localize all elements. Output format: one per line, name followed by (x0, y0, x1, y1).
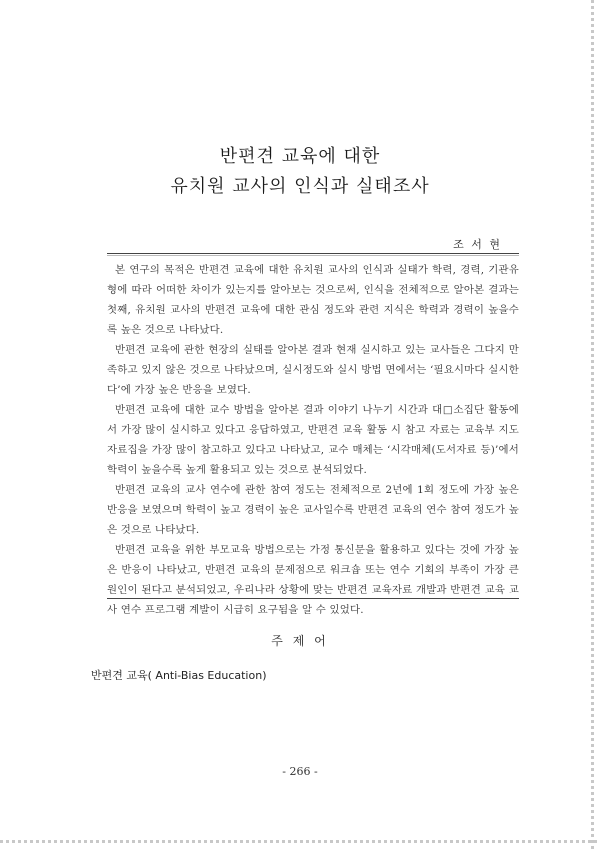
abstract-paragraph-5: 반편견 교육을 위한 부모교육 방법으로는 가정 통신문을 활용하고 있다는 것에 가장 높은 반응이 나타났고, 반편견 교육의 문제점으로 워크숍 또는 연수 기회의 부족이 가장 큰 원인이 된다고 분석되었고, 우리나라 상황에 맞는 반편견 교육자료 개발과 반편견 교육 교사 연수 프로그램 계발이 시급히 요구됨을 알 수 있었다. (107, 544, 519, 616)
abstract-paragraph-3: 반편견 교육에 대한 교수 방법을 알아본 결과 이야기 나누기 시간과 대□소집단 활동에서 가장 많이 실시하고 있다고 응답하였고, 반편견 교육 활동 시 참고 자료는 교육부 지도 자료집을 가장 많이 참고하고 있다고 나타났고, 교수 매체는 ‘시각매체(도서자료 등)’에서 학력이 높을수록 높게 활용되고 있는 것으로 분석되었다. (107, 404, 519, 476)
abstract-paragraph-4: 반편견 교육의 교사 연수에 관한 참여 정도는 전체적으로 2년에 1회 정도에 가장 높은 반응을 보였으며 학력이 높고 경력이 높은 교사일수록 반편견 교육의 연수 참여 정도가 높은 것으로 나타났다. (107, 484, 519, 536)
page-edge-bottom (0, 840, 600, 843)
abstract-paragraph-1: 본 연구의 목적은 반편견 교육에 대한 유치원 교사의 인식과 실태가 학력, 경력, 기관유형에 따라 어떠한 차이가 있는지를 알아보는 것으로써, 인식을 전체적으로 알아본 결과는 첫째, 유치원 교사의 반편견 교육에 대한 관심 정도와 관련 지식은 학력과 경력이 높을수록 높은 것으로 나타났다. (107, 264, 519, 336)
author-name: 조 서 현 (453, 238, 502, 251)
keyword-item: 반편견 교육( Anti-Bias Education) (91, 669, 267, 682)
paper-title-line1: 반편견 교육에 대한 (219, 146, 381, 167)
paper-title-line2: 유치원 교사의 인식과 실태조사 (170, 176, 430, 197)
page-number: - 266 - (282, 765, 318, 778)
keywords-heading: 주 제 어 (271, 634, 329, 648)
abstract-box (107, 253, 519, 616)
page-edge-right (591, 0, 594, 849)
abstract-paragraph-2: 반편견 교육에 관한 현장의 실태를 알아본 결과 현재 실시하고 있는 교사들은 그다지 만족하고 있지 않은 것으로 나타났으며, 실시정도와 실시 방법 면에서는 ‘필요시마다 실시한다’에 가장 높은 반응을 보였다. (107, 344, 519, 396)
